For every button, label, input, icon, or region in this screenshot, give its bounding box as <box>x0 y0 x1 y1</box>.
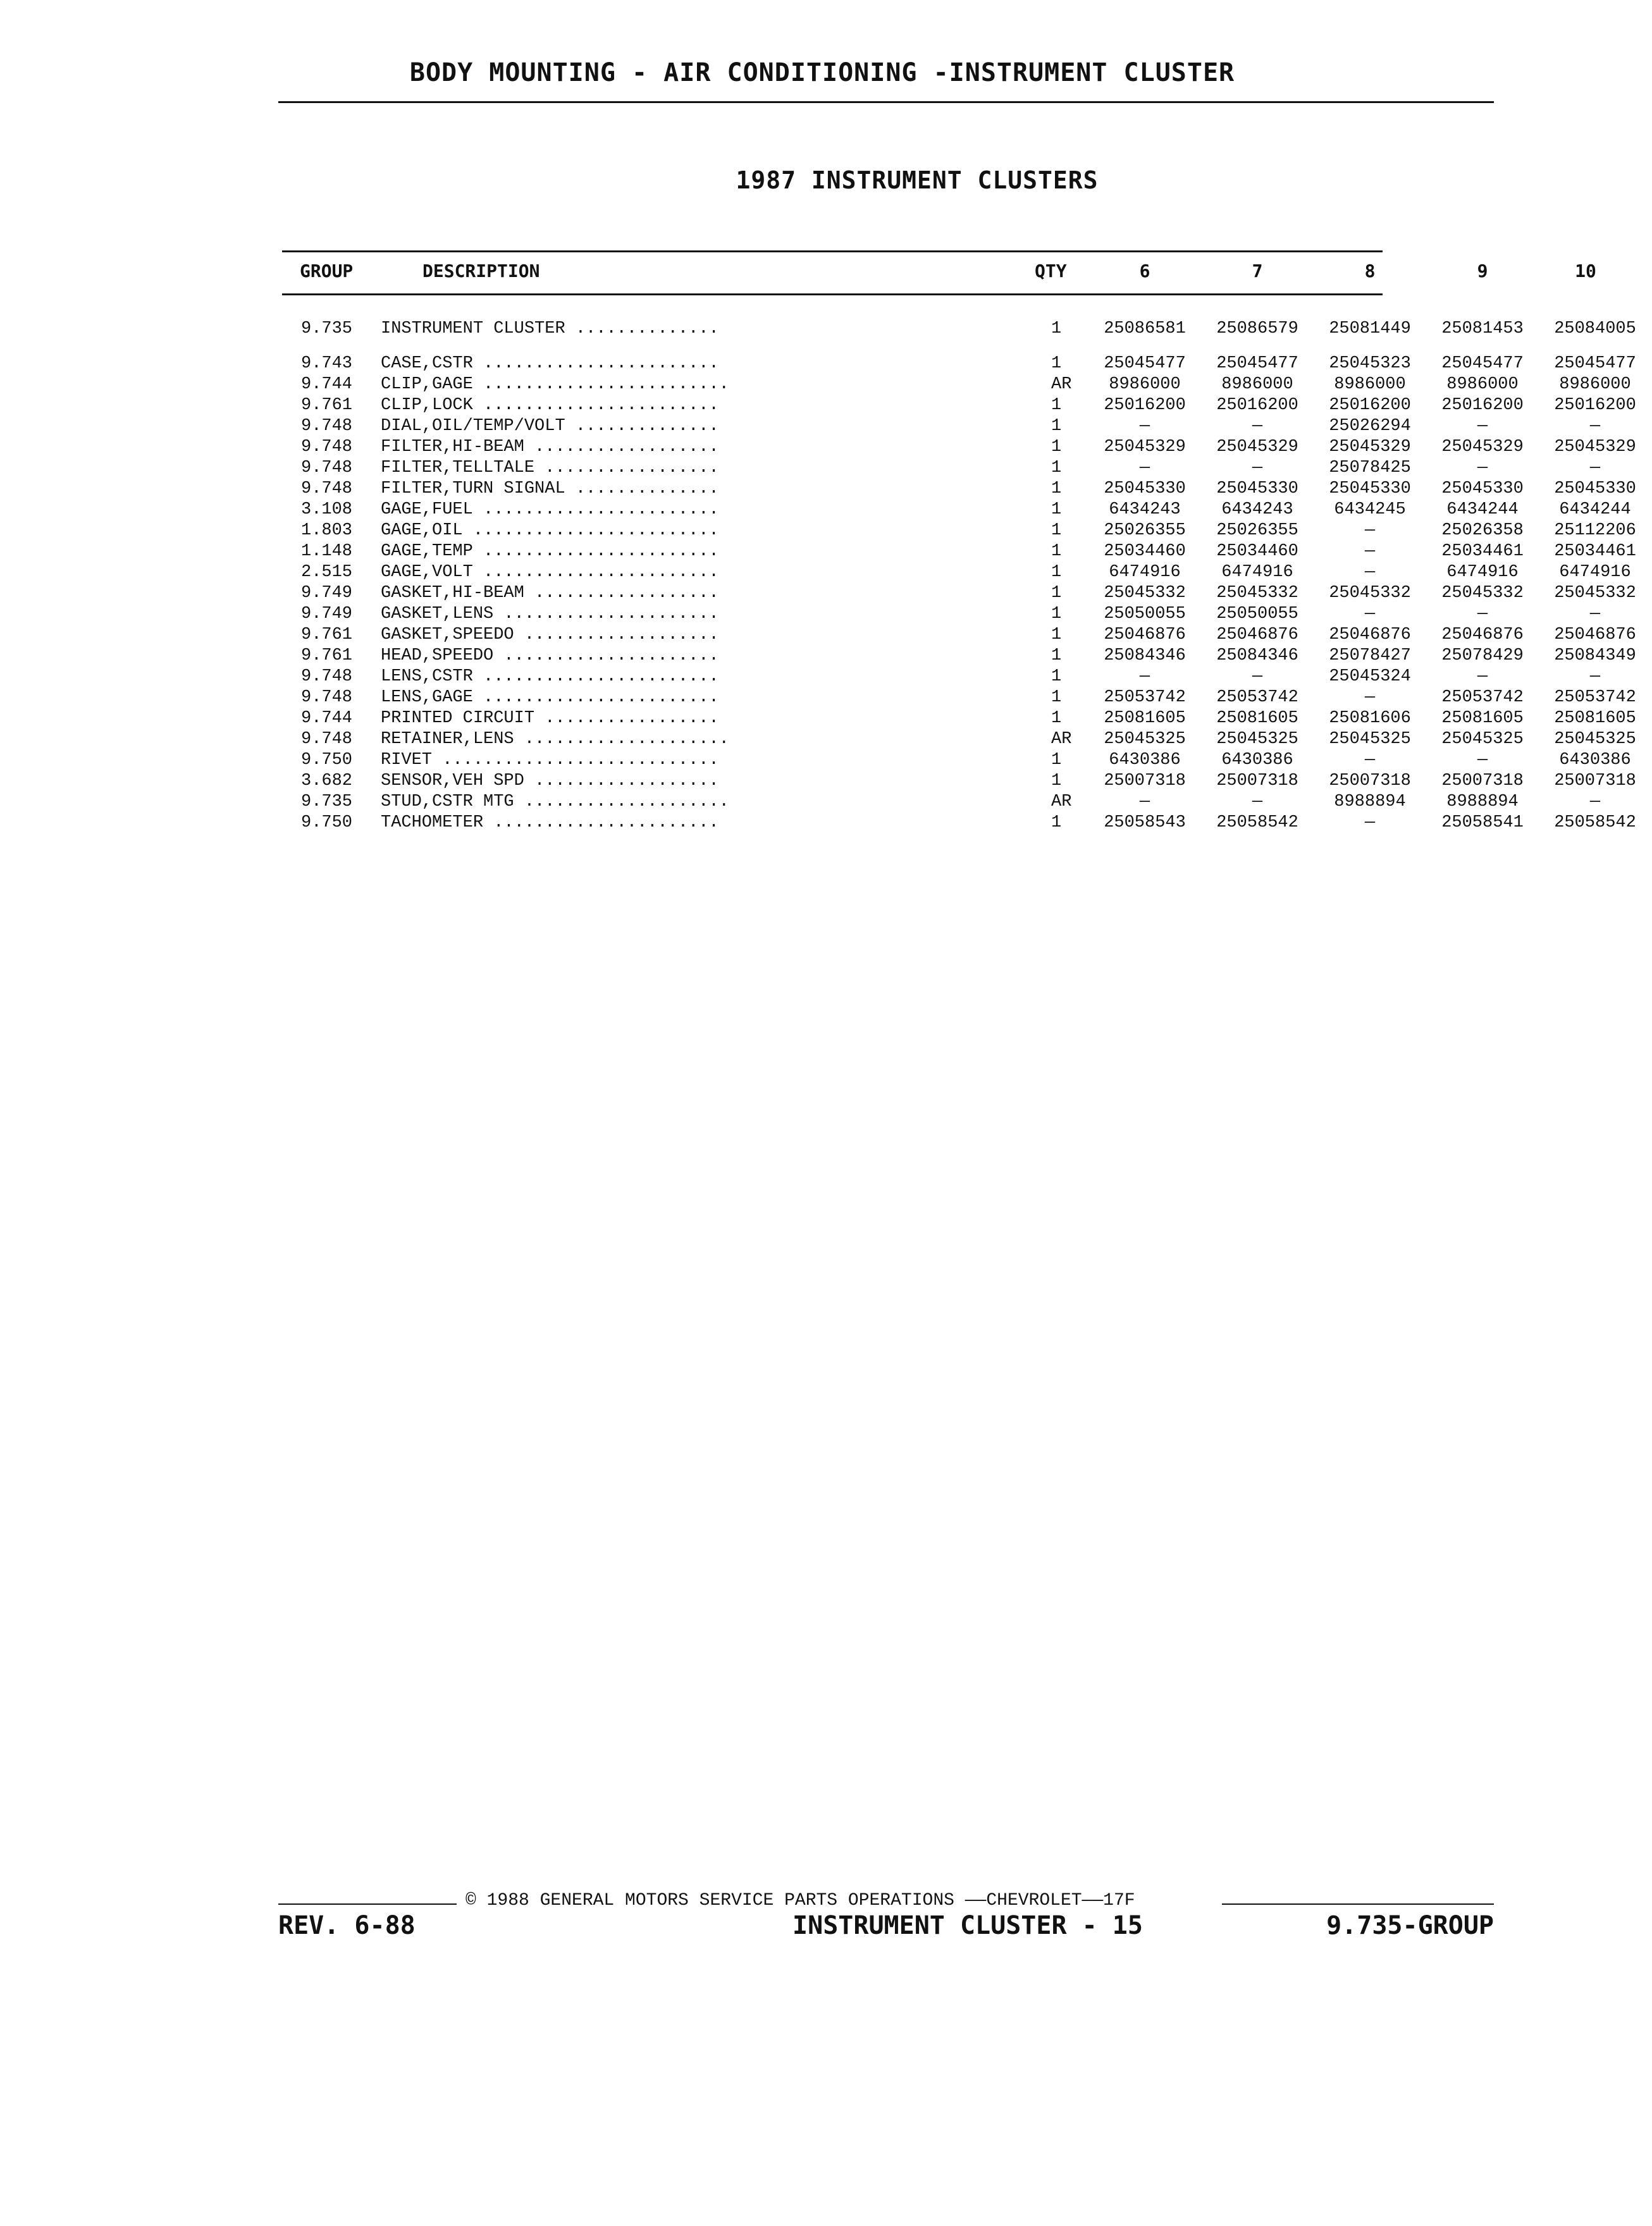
row-col-9: 25081453 <box>1441 319 1524 338</box>
table-row <box>282 729 1636 750</box>
row-col-7: 6430386 <box>1221 751 1293 770</box>
row-col-10: 25045325 <box>1554 730 1636 749</box>
row-col-7: 25016200 <box>1216 396 1298 415</box>
row-col-10: 25081605 <box>1554 709 1636 728</box>
row-group: 9.748 <box>301 688 353 707</box>
row-qty: 1 <box>1051 417 1062 436</box>
row-qty: 1 <box>1051 646 1062 665</box>
table-row <box>282 813 1636 833</box>
row-qty: 1 <box>1051 584 1062 603</box>
row-col-6: 25084346 <box>1104 646 1186 665</box>
row-group: 9.750 <box>301 813 353 832</box>
header-description: DESCRIPTION <box>422 261 540 281</box>
row-qty: 1 <box>1051 438 1062 457</box>
row-qty: 1 <box>1051 625 1062 644</box>
row-col-6: 6430386 <box>1109 751 1181 770</box>
table-row <box>282 520 1636 541</box>
row-col-9: 6474916 <box>1446 563 1519 582</box>
table-row <box>282 374 1631 395</box>
row-description: DIAL,OIL/TEMP/VOLT .............. <box>381 417 719 436</box>
footer-rule-left <box>278 1903 457 1905</box>
row-qty: 1 <box>1051 500 1062 519</box>
header-qty: QTY <box>1035 261 1067 281</box>
table-row <box>282 583 1636 604</box>
row-col-9: 25007318 <box>1441 772 1524 790</box>
table-row <box>282 708 1636 729</box>
row-qty: AR <box>1051 792 1072 811</box>
row-col-8: — <box>1364 521 1376 540</box>
table-row <box>282 646 1636 667</box>
row-col-6: 25050055 <box>1104 605 1186 624</box>
row-description: RIVET ........................... <box>381 751 719 770</box>
row-col-7: 25026355 <box>1216 521 1298 540</box>
row-col-8: 25078427 <box>1329 646 1411 665</box>
table-row <box>282 458 1601 479</box>
row-group: 2.515 <box>301 563 353 582</box>
row-description: LENS,CSTR ....................... <box>381 667 719 686</box>
row-col-8: 25078425 <box>1329 458 1411 477</box>
row-col-7: 25007318 <box>1216 772 1298 790</box>
row-col-9: 25046876 <box>1441 625 1524 644</box>
table-row <box>282 562 1631 583</box>
row-col-6: 25045325 <box>1104 730 1186 749</box>
row-col-10: 6430386 <box>1559 751 1631 770</box>
table-row <box>282 395 1636 416</box>
row-qty: 1 <box>1051 319 1062 338</box>
row-description: GASKET,HI-BEAM .................. <box>381 584 719 603</box>
row-col-9: 25045332 <box>1441 584 1524 603</box>
row-col-7: 25045329 <box>1216 438 1298 457</box>
row-col-7: 25045332 <box>1216 584 1298 603</box>
row-qty: 1 <box>1051 458 1062 477</box>
row-group: 9.748 <box>301 458 353 477</box>
row-col-6: 25034460 <box>1104 542 1186 561</box>
row-col-6: 25016200 <box>1104 396 1186 415</box>
row-col-10: 25053742 <box>1554 688 1636 707</box>
row-col-7: 25058542 <box>1216 813 1298 832</box>
header-col-8: 8 <box>1364 261 1376 281</box>
header-group: GROUP <box>300 261 354 281</box>
row-group: 9.735 <box>301 792 353 811</box>
row-col-8: 25046876 <box>1329 625 1411 644</box>
row-col-8: 25045324 <box>1329 667 1411 686</box>
row-col-6: — <box>1139 458 1150 477</box>
row-description: GASKET,LENS ..................... <box>381 605 719 624</box>
row-description: FILTER,TURN SIGNAL .............. <box>381 479 719 498</box>
row-group: 9.744 <box>301 709 353 728</box>
row-col-10: 6474916 <box>1559 563 1631 582</box>
row-description: GAGE,VOLT ....................... <box>381 563 719 582</box>
row-col-8: — <box>1364 605 1376 624</box>
row-group: 1.148 <box>301 542 353 561</box>
row-col-9: 25016200 <box>1441 396 1524 415</box>
row-group: 9.744 <box>301 375 353 394</box>
row-col-8: 25045329 <box>1329 438 1411 457</box>
table-row <box>282 750 1631 771</box>
row-col-9: — <box>1477 417 1488 436</box>
row-col-9: — <box>1477 667 1488 686</box>
row-col-6: 25081605 <box>1104 709 1186 728</box>
row-col-6: 25007318 <box>1104 772 1186 790</box>
row-col-10: 25007318 <box>1554 772 1636 790</box>
row-description: CLIP,GAGE ........................ <box>381 375 729 394</box>
footer-copyright: © 1988 GENERAL MOTORS SERVICE PARTS OPERATIONS ——CHEVROLET——17F <box>465 1891 1135 1910</box>
row-qty: 1 <box>1051 667 1062 686</box>
row-col-9: 25045477 <box>1441 354 1524 373</box>
row-col-10: 25045477 <box>1554 354 1636 373</box>
footer-rule-right <box>1222 1903 1494 1905</box>
row-description: CASE,CSTR ....................... <box>381 354 719 373</box>
row-col-6: — <box>1139 417 1150 436</box>
row-col-6: 25086581 <box>1104 319 1186 338</box>
row-description: STUD,CSTR MTG .................... <box>381 792 729 811</box>
table-row <box>282 771 1636 792</box>
row-group: 9.748 <box>301 730 353 749</box>
row-col-10: 25016200 <box>1554 396 1636 415</box>
row-col-6: 25053742 <box>1104 688 1186 707</box>
row-col-8: 8986000 <box>1334 375 1406 394</box>
row-description: PRINTED CIRCUIT ................. <box>381 709 719 728</box>
row-col-6: 25058543 <box>1104 813 1186 832</box>
row-col-7: 6434243 <box>1221 500 1293 519</box>
row-col-8: — <box>1364 751 1376 770</box>
table-row <box>282 416 1601 437</box>
row-group: 9.735 <box>301 319 353 338</box>
row-qty: 1 <box>1051 479 1062 498</box>
row-description: HEAD,SPEEDO ..................... <box>381 646 719 665</box>
row-col-10: 25084349 <box>1554 646 1636 665</box>
table-row <box>282 500 1631 520</box>
row-col-6: 25045329 <box>1104 438 1186 457</box>
row-description: GASKET,SPEEDO ................... <box>381 625 719 644</box>
table-top-rule <box>282 250 1383 252</box>
row-col-10: 25046876 <box>1554 625 1636 644</box>
row-qty: 1 <box>1051 772 1062 790</box>
row-qty: 1 <box>1051 709 1062 728</box>
row-description: LENS,GAGE ....................... <box>381 688 719 707</box>
row-col-10: — <box>1589 458 1601 477</box>
row-qty: 1 <box>1051 813 1062 832</box>
row-col-7: — <box>1252 792 1263 811</box>
table-header-rule <box>282 293 1383 295</box>
table-row <box>282 687 1636 708</box>
row-col-7: 8986000 <box>1221 375 1293 394</box>
row-col-9: 25078429 <box>1441 646 1524 665</box>
row-col-7: — <box>1252 417 1263 436</box>
row-description: SENSOR,VEH SPD .................. <box>381 772 719 790</box>
table-row <box>282 604 1601 625</box>
row-col-6: 25045477 <box>1104 354 1186 373</box>
row-col-8: — <box>1364 688 1376 707</box>
row-col-9: — <box>1477 458 1488 477</box>
row-col-9: 8988894 <box>1446 792 1519 811</box>
row-group: 3.682 <box>301 772 353 790</box>
row-qty: 1 <box>1051 521 1062 540</box>
row-col-9: 25053742 <box>1441 688 1524 707</box>
row-col-7: 25086579 <box>1216 319 1298 338</box>
row-col-8: — <box>1364 542 1376 561</box>
row-col-7: 25081605 <box>1216 709 1298 728</box>
row-col-8: 25045323 <box>1329 354 1411 373</box>
row-col-10: — <box>1589 792 1601 811</box>
header-col-9: 9 <box>1477 261 1488 281</box>
row-description: GAGE,OIL ........................ <box>381 521 719 540</box>
row-qty: AR <box>1051 730 1072 749</box>
row-group: 9.761 <box>301 396 353 415</box>
row-col-7: — <box>1252 458 1263 477</box>
table-body <box>282 319 1636 833</box>
row-group: 9.748 <box>301 417 353 436</box>
row-col-7: 25045325 <box>1216 730 1298 749</box>
row-col-9: 25058541 <box>1441 813 1524 832</box>
row-col-7: 6474916 <box>1221 563 1293 582</box>
row-col-7: 25045330 <box>1216 479 1298 498</box>
table-row <box>282 625 1636 646</box>
row-col-8: 25007318 <box>1329 772 1411 790</box>
row-col-7: 25053742 <box>1216 688 1298 707</box>
row-col-10: 25112206 <box>1554 521 1636 540</box>
row-col-9: 6434244 <box>1446 500 1519 519</box>
row-col-6: — <box>1139 792 1150 811</box>
row-col-6: 6474916 <box>1109 563 1181 582</box>
footer-section-title: INSTRUMENT CLUSTER - 15 <box>792 1911 1143 1940</box>
row-qty: 1 <box>1051 354 1062 373</box>
page-header-title: BODY MOUNTING - AIR CONDITIONING -INSTRUMENT CLUSTER <box>409 58 1235 87</box>
row-col-7: 25046876 <box>1216 625 1298 644</box>
row-col-8: 25081449 <box>1329 319 1411 338</box>
row-col-9: 25034461 <box>1441 542 1524 561</box>
row-col-8: 25016200 <box>1329 396 1411 415</box>
row-col-8: — <box>1364 563 1376 582</box>
row-col-9: — <box>1477 605 1488 624</box>
row-group: 1.803 <box>301 521 353 540</box>
row-col-6: 25026355 <box>1104 521 1186 540</box>
header-col-7: 7 <box>1252 261 1263 281</box>
row-qty: 1 <box>1051 605 1062 624</box>
row-col-6: 25045332 <box>1104 584 1186 603</box>
row-qty: 1 <box>1051 688 1062 707</box>
row-col-10: — <box>1589 667 1601 686</box>
row-description: GAGE,TEMP ....................... <box>381 542 719 561</box>
row-col-8: 25045325 <box>1329 730 1411 749</box>
row-col-7: 25045477 <box>1216 354 1298 373</box>
row-group: 9.750 <box>301 751 353 770</box>
row-col-10: — <box>1589 605 1601 624</box>
row-group: 9.748 <box>301 438 353 457</box>
row-description: GAGE,FUEL ....................... <box>381 500 719 519</box>
table-row <box>282 792 1601 813</box>
row-col-6: 8986000 <box>1109 375 1181 394</box>
row-col-9: 25045330 <box>1441 479 1524 498</box>
row-col-10: 25058542 <box>1554 813 1636 832</box>
row-qty: 1 <box>1051 542 1062 561</box>
row-col-10: 8986000 <box>1559 375 1631 394</box>
row-col-7: 25084346 <box>1216 646 1298 665</box>
table-row <box>282 319 1636 340</box>
row-group: 9.749 <box>301 584 353 603</box>
row-col-6: 25045330 <box>1104 479 1186 498</box>
footer-revision: REV. 6-88 <box>278 1911 416 1940</box>
row-col-9: 25045325 <box>1441 730 1524 749</box>
header-divider <box>278 101 1494 103</box>
row-col-10: 6434244 <box>1559 500 1631 519</box>
row-col-8: 25045332 <box>1329 584 1411 603</box>
row-col-6: 25046876 <box>1104 625 1186 644</box>
row-col-7: 25050055 <box>1216 605 1298 624</box>
row-col-9: 25081605 <box>1441 709 1524 728</box>
table-row <box>282 437 1636 458</box>
row-description: FILTER,TELLTALE ................. <box>381 458 719 477</box>
table-row <box>282 479 1636 500</box>
table-row <box>282 354 1636 374</box>
row-description: FILTER,HI-BEAM .................. <box>381 438 719 457</box>
row-group: 9.748 <box>301 667 353 686</box>
row-group: 3.108 <box>301 500 353 519</box>
row-col-10: 25084005 <box>1554 319 1636 338</box>
row-col-9: 25045329 <box>1441 438 1524 457</box>
row-qty: 1 <box>1051 563 1062 582</box>
row-group: 9.748 <box>301 479 353 498</box>
row-col-7: — <box>1252 667 1263 686</box>
row-col-9: 25026358 <box>1441 521 1524 540</box>
row-group: 9.761 <box>301 625 353 644</box>
row-col-6: 6434243 <box>1109 500 1181 519</box>
row-col-9: 8986000 <box>1446 375 1519 394</box>
row-col-10: 25034461 <box>1554 542 1636 561</box>
section-title: 1987 INSTRUMENT CLUSTERS <box>736 166 1099 194</box>
row-description: INSTRUMENT CLUSTER .............. <box>381 319 719 338</box>
row-col-10: 25045330 <box>1554 479 1636 498</box>
row-description: TACHOMETER ...................... <box>381 813 719 832</box>
row-col-7: 25034460 <box>1216 542 1298 561</box>
row-group: 9.749 <box>301 605 353 624</box>
row-qty: 1 <box>1051 751 1062 770</box>
row-col-8: 25045330 <box>1329 479 1411 498</box>
header-col-6: 6 <box>1139 261 1150 281</box>
row-col-8: 8988894 <box>1334 792 1406 811</box>
row-col-8: — <box>1364 813 1376 832</box>
row-col-10: — <box>1589 417 1601 436</box>
row-col-6: — <box>1139 667 1150 686</box>
table-row <box>282 667 1601 687</box>
row-qty: 1 <box>1051 396 1062 415</box>
table-row <box>282 541 1636 562</box>
row-group: 9.761 <box>301 646 353 665</box>
row-description: RETAINER,LENS .................... <box>381 730 729 749</box>
row-col-10: 25045329 <box>1554 438 1636 457</box>
footer-group-ref: 9.735-GROUP <box>1326 1911 1494 1940</box>
row-col-10: 25045332 <box>1554 584 1636 603</box>
row-col-8: 25026294 <box>1329 417 1411 436</box>
row-col-8: 6434245 <box>1334 500 1406 519</box>
header-col-10: 10 <box>1575 261 1596 281</box>
row-col-8: 25081606 <box>1329 709 1411 728</box>
row-col-9: — <box>1477 751 1488 770</box>
row-group: 9.743 <box>301 354 353 373</box>
row-qty: AR <box>1051 375 1072 394</box>
row-description: CLIP,LOCK ....................... <box>381 396 719 415</box>
